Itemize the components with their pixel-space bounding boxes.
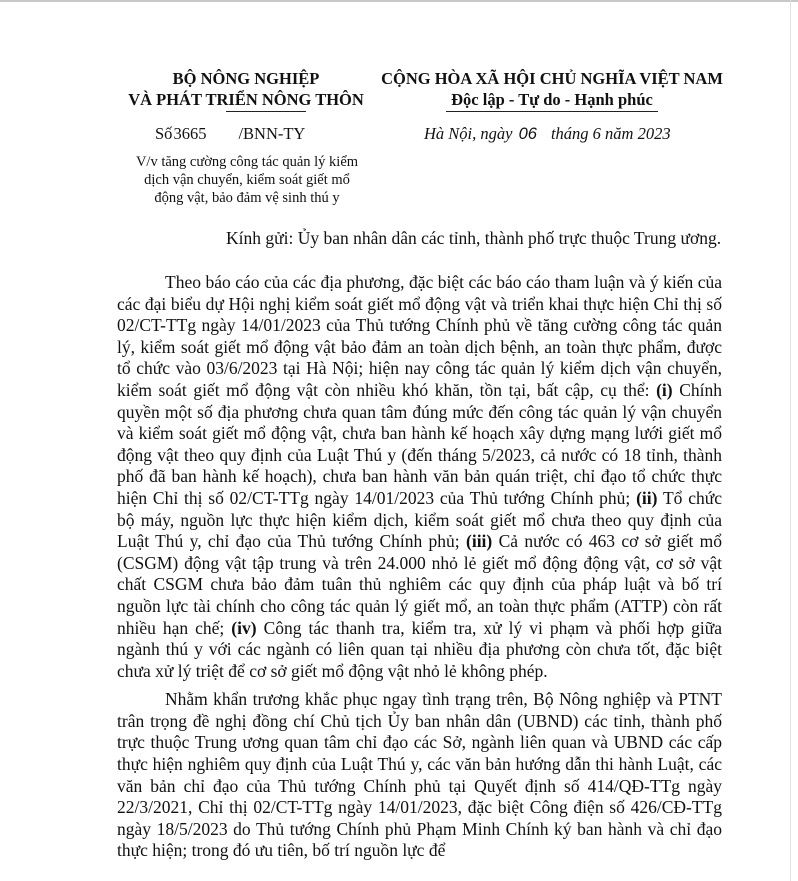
- document-number: [155, 124, 305, 144]
- ministry-line-2: VÀ PHÁT TRIỂN NÔNG THÔN: [128, 90, 364, 109]
- body-paragraph-2: Nhằm khẩn trương khắc phục ngay tình trạng trên, Bộ Nông nghiệp và PTNT trân trọng đề nghị đồng chí Chủ tịch Ủy ban nhân dân (UBND) các tỉnh, thành phố trực thuộc Trung ương quan tâm chỉ đạo các Sở, ngành liên quan và UBND các cấp thực hiện nghiêm quy định của Luật Thú y, các văn bản hướng dẫn thi hành Luật, các văn bản chỉ đạo của Thủ tướng Chính phủ tại Quyết định số 414/QĐ-TTg ngày 22/3/2021, Chỉ thị 02/CT-TTg ngày 14/01/2023, đặc biệt Công điện số 426/CĐ-TTg ngày 18/5/2023 do Thủ tướng Chính phủ Phạm Minh Chính ký ban hành và chỉ đạo thực hiện; trong đó ưu tiên, bố trí nguồn lực để: [117, 689, 722, 861]
- number-code: /BNN-TY: [238, 124, 306, 143]
- ministry-line-1: BỘ NÔNG NGHIỆP: [172, 69, 320, 88]
- nation-motto: Độc lập - Tự do - Hạnh phúc: [451, 90, 653, 109]
- page-right-border: [790, 0, 791, 881]
- national-title: [372, 68, 732, 110]
- date-day: 06: [518, 125, 537, 143]
- nation-line-1: CỘNG HÒA XÃ HỘI CHỦ NGHĨA VIỆT NAM: [381, 69, 723, 88]
- p1-text-3: Tổ chức bộ máy, nguồn lực thực hiện kiểm dịch, kiểm soát giết mổ chưa theo quy định của Luật Thú y, chỉ đạo của Thủ tướng Chính phủ;: [117, 487, 722, 552]
- number-prefix: Số: [155, 124, 173, 143]
- document-body: [117, 272, 722, 869]
- ministry-underline: [226, 111, 306, 112]
- p1-text-5: Công tác thanh tra, kiểm tra, xử lý vi phạm và phối hợp giữa ngành thú y với các ngành có liên quan tại nhiều địa phương còn chưa tốt, đặc biệt chưa xử lý triệt để cơ sở giết mổ động vật nhỏ lẻ không phép.: [117, 617, 722, 681]
- document-date: [424, 124, 671, 144]
- document-subject: [108, 153, 386, 207]
- motto-underline: [446, 111, 658, 112]
- p1-marker-iii: (iii): [466, 531, 493, 552]
- p1-marker-i: (i): [656, 379, 673, 400]
- subject-line-3: động vật, bảo đảm vệ sinh thú y: [154, 190, 340, 206]
- subject-line-2: dịch vận chuyển, kiểm soát giết mổ: [144, 172, 350, 188]
- date-suffix: tháng 6 năm 2023: [550, 124, 671, 143]
- date-prefix: Hà Nội, ngày: [424, 124, 513, 143]
- subject-line-1: V/v tăng cường công tác quản lý kiểm: [135, 154, 359, 170]
- page-top-border: [0, 0, 798, 2]
- number-value: 3665: [173, 124, 207, 143]
- p1-text-1: Theo báo cáo của các địa phương, đặc biệt các báo cáo tham luận và ý kiến của các đại biểu dự Hội nghị kiểm soát giết mổ động vật và triển khai thực hiện Chỉ thị số 02/CT-TTg ngày 14/01/2023 của Thủ tướng Chính phủ về tăng cường công tác quản lý, kiểm soát giết mổ động vật bảo đảm an toàn dịch bệnh, an toàn thực phẩm, được tổ chức vào 03/6/2023 tại Hà Nội; hiện nay công tác quản lý kiểm dịch vận chuyển, kiểm soát giết mổ động vật còn nhiều khó khăn, tồn tại, bất cập, cụ thể:: [117, 272, 722, 400]
- p1-text-2: Chính quyền một số địa phương chưa quan tâm đúng mức đến công tác quản lý vận chuyển và kiểm soát giết mổ động vật, chưa ban hành kế hoạch xây dựng mạng lưới giết mổ động vật theo quy định của Luật Thú y (đến tháng 5/2023, cả nước có 18 tỉnh, thành phố đã ban hành kế hoạch), chưa ban hành văn bản quán triệt, chỉ đạo tổ chức thực hiện Chỉ thị số 02/CT-TTg ngày 14/01/2023 của Thủ tướng Chính phủ;: [117, 379, 722, 508]
- body-paragraph-1: [117, 272, 722, 682]
- ministry-name: [112, 68, 380, 110]
- recipient-line: Kính gửi: Ủy ban nhân dân các tỉnh, thành phố trực thuộc Trung ương.: [226, 228, 722, 248]
- p1-marker-ii: (ii): [636, 487, 658, 508]
- p1-text-4: Cả nước có 463 cơ sở giết mổ (CSGM) động vật tập trung và trên 24.000 nhỏ lẻ giết mổ động động vật, cơ sở vật chất CSGM chưa bảo đảm tuân thủ nghiêm các quy định của pháp luật và bố trí nguồn lực tài chính cho công tác quản lý giết mổ, an toàn thực phẩm (ATTP) còn rất nhiều hạn chế;: [117, 531, 723, 638]
- p1-marker-iv: (iv): [231, 617, 257, 638]
